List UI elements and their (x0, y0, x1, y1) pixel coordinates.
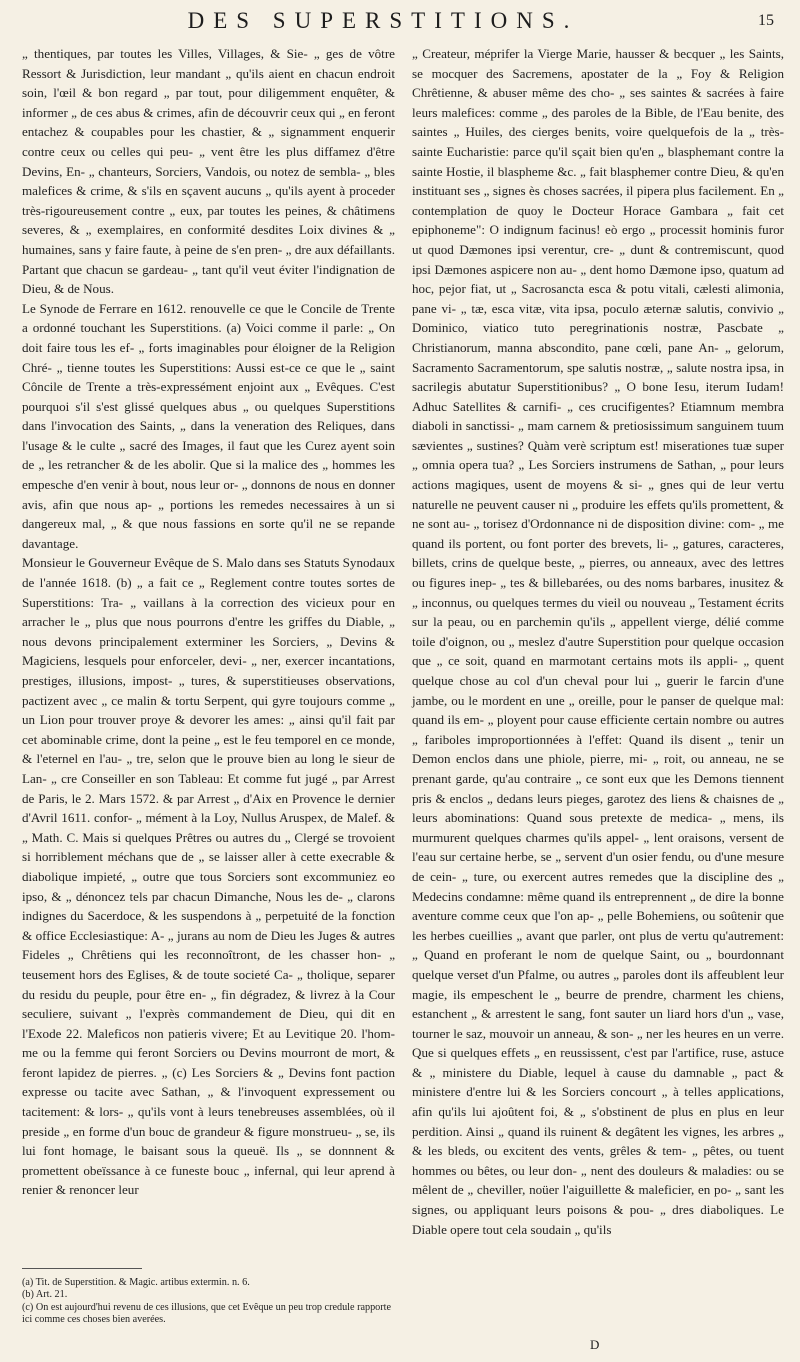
footnote: (a) Tit. de Superstition. & Magic. artibus extermin. n. 6. (22, 1277, 250, 1288)
paragraph: Monsieur le Gouverneur Evêque de S. Malo dans ses Statuts Synodaux de l'année 1618. (b) „ a fait ce „ Reglement contre toutes sortes de Superstitions: Tra- „ vaillans à la correction des vicieux pour en arracher le „ plus que nous pourrons d'entre les griffes du Diable, „ nous devons principalement exterminer les Sorciers, „ Devins & Magiciens, lesquels pour enforceler, devi- „ ner, exercer incantations, prestiges, illusions, impost- „ tures, & superstitieuses observations, pactizent avec „ ce malin & tortu Serpent, qui gyre toujours comme „ un Lion pour trouver proye & devorer les ames: „ ainsi qu'il fait par cet abominable crime, dont la peine „ est le feu temporel en ce monde, & l'eternel en l'au- „ tre, selon que le prouve bien au long le sieur de Lan- „ cre Conseiller en son Tableau: Et comme fut jugé „ par Arrest de Paris, le 2. Mars 1572. & par Arrest „ d'Aix en Provence le dernier d'Avril 1611. confor- „ mément à la Loy, Nullus Aruspex, de Malef. & „ Math. C. Mais si quelques Prêtres ou autres du „ Clergé se trovoient si horriblement méchans que de „ se laisser aller à cette execrable & diabolique impieté, „ outre que tous Sorciers sont excommuniez eo ipso, & „ dénoncez tels par chacun Dimanche, Nous les de- „ clarons indignes du Sacerdoce, & les suspendons à „ perpetuité de la fonction & office Ecclesiastique: A- „ jurans au nom de Dieu les Juges & autres Fideles „ Chrêtiens qui les reconnoîtront, de les chasser hon- „ teusement hors des Eglises, & de toute societé Ca- „ tholique, separer du residu du peuple, pour être en- „ fin dégradez, & livrez à la Cour seculiere, suivant „ l'exprès commandement de Dieu, qui dit en l'Exode 22. Maleficos non patieris vivere; Et au Levitique 20. l'hom- me ou la femme qui feront Sorciers ou Devins mourront de mort, & feront lapidez de pierres. „ (c) Les Sorciers & „ Devins font paction expresse ou tacite avec Sathan, „ & l'invoquent expressement ou tacitement: & lors- „ qu'ils vont à leurs tenebreuses assemblées, où il preside „ en forme d'un bouc de grandeur & figure monstrueu- „ se, ils lui font homage, le baisant sous la queuë. Ils „ se donnnent & promettent obeïssance à ce funeste bouc „ infernal, qui leur aprend à renier & renoncer leur (22, 555, 395, 1198)
right-column (412, 44, 784, 1239)
footnote-rule (22, 1268, 142, 1269)
left-column (22, 44, 395, 1200)
page-header (40, 8, 776, 38)
paragraph: „ Createur, méprifer la Vierge Marie, hausser & becquer „ les Saints, se mocquer des Sacremens, apostater de la „ Foy & Religion Chrêtienne, & abuser même des cho- „ ses saintes & sacrées à faire leurs malefices: comme „ des paroles de la Bible, de l'Eau benite, des saintes „ Huiles, des cierges benits, voire quelquefois de la „ très-sainte Eucharistie: parce qu'il sçait bien qu'en „ blasphemant contre la sainte Hostie, il blaspheme &c. „ fait blasphemer contre Dieu, & qu'en instituant ses „ signes ès choses sacrées, il pipera plus facilement. En „ contemplation de quoy le Docteur Horace Gambara „ fait cet epiphoneme": O indignum facinus! eò ergo „ processit hominis furor ut quod Dæmones ipsi verentur, cre- „ dunt & contremiscunt, quod ipsi Dæmones aspicere non au- „ dent homo Dæmone ipso, quatum ad hoc, pejor fiat, ut „ Sacrosancta esca & potu vitali, cælesti alimonia, pane vi- „ tæ, esca vitæ, vita ipsa, poculo æternæ salutis, convivio „ Dominico, viatico tuto peregrinationis nostræ, Pascbate „ Christianorum, manna abscondito, pane cœli, pane An- „ gelorum, Sacramento Sacramentorum, spe salutis nostræ, „ salute nostra ipsa, in sacrilegis abutatur Superstitionibus? „ O bone Iesu, iterum Iudam! Adhuc Satellites & carnifi- „ ces crucifigentes? Etiamnum membra diaboli in sanctissi- „ mam carnem & pretiosissimum sanguinem tuum sævientes „ sustines? Quàm verè scriptum est! miserationes tuæ super „ omnia opera tua? „ Les Sorciers instrumens de Sathan, „ pour leurs actions magiques, usent de moyens & si- „ gnes qui de leur vertu naturelle ne peuvent causer ni „ produire les effets qu'ils promettent, & ne sont au- „ torisez d'Ordonnance ni de disposition divine: com- „ me quand ils portent, ou font porter des brevets, li- „ gatures, caracteres, billets, crins de quelque beste, „ pierres, ou anneaux, avec des lettres ou figures inep- „ tes & billebarées, ou des noms barbares, inusitez & „ inconnus, ou quelques termes du vieil ou nouveau „ Testament écrits sur la peau, ou en parchemin qu'ils „ appellent vierge, délié comme toile d'oignon, ou „ meslez d'autre Superstition pour quelque occasion que „ ce soit, quand en marmotant certains mots ils appli- „ quent quelque chose au col d'un cheval pour lui „ guerir le farcin d'une jambe, ou le mordent en une „ oreille, pour le panser de quelque mal: quand ils em- „ ployent pour cause efficiente certain nombre ou autres „ fariboles improportionnées à l'effet: Quand ils disent „ tenir un Demon enclos dans une phiole, pierre, mi- „ roit, ou anneau, ne se prenant garde, qu'au contraire „ ce sont eux que les Demons tiennent pris & enclos „ dedans leurs pieges, garotez des liens & chaisnes de „ leurs abominations: Quand sous pretexte de medica- „ mens, ils murmurent quelques charmes qu'ils appel- „ lent oraisons, versent de l'eau sur certaine herbe, se „ servent d'un osier fendu, ou d'une mesure de cein- „ ture, ou exercent autres remedes que la discipline des „ Medecins condamne: même quand ils entreprennent „ de dire la bonne aventure comme ceux que l'on ap- „ pelle Bohemiens, ou soûtenir que les herbes cueillies „ avant que parler, ont plus de vertu qu'autrement: „ Quand en proferant le nom de quelque Saint, ou „ bourdonnant quelque verset d'un Pfalme, ou autres „ paroles dont ils affeublent leur magie, ils empeschent le „ beurre de prendre, charment les chiens, estanchent „ & arrestent le sang, font sauter un liard hors d'un „ vase, tourner le saz, mouvoir un anneau, & son- „ ner les heures en un verre. Que si quelques effets „ en reussissent, c'est par l'artifice, ruse, astuce & „ ministere du Diable, lequel à cause du damnable „ pact & ministere d'entre lui & les Sorciers concourt „ à telles applications, afin qu'ils lui ajoûtent foi, & „ s'obstinent de plus en plus en leur perdition. Ainsi „ quand ils ruinent & degâtent les vignes, les arbres „ & les bleds, ou excitent des vents, grêles & tem- „ pêtes, ou tuent hommes ou bêtes, ou leur don- „ nent des douleurs & maladies: ou se mêlent de „ cheviller, noüer l'aiguillette & maleficier, en po- „ sant les signes, ou appliquant leurs poisons & pou- „ dres diaboliques. Le Diable opere tout cela soudain „ qu'ils (412, 46, 784, 1237)
page-number: 15 (758, 12, 774, 29)
signature-mark: D (590, 1337, 600, 1352)
footnotes (22, 1268, 395, 1327)
footnote: (c) On est aujourd'hui revenu de ces illusions, que cet Evêque un peu trop credule rapporte ici comme ces choses bien averées. (22, 1301, 392, 1326)
footnote: (b) Art. 21. (22, 1289, 68, 1301)
running-head: DES SUPERSTITIONS. (187, 8, 579, 33)
paragraph: Le Synode de Ferrare en 1612. renouvelle ce que le Concile de Trente a ordonné touchant les Superstitions. (a) Voici comme il parle: „ On doit faire tous les ef- „ forts imaginables pour éloigner de la Religion Chré- „ tienne toutes les Superstitions: Aussi est-ce ce que le „ saint Côncile de Trente a très-expressément enjoint aux „ Evêques. C'est pourquoi s'il s'est glissé quelques abus „ ou quelques Superstitions dans l'invocation des Saints, „ dans la veneration des Reliques, dans l'usage & le culte „ sacré des Images, il faut que les Curez ayent soin de „ les retrancher & de les abolir. Que si la malice des „ hommes les empesche d'en venir à bout, nous leur or- „ donnons de nous en donner avis, afin que nous ap- „ portions les remedes necessaires à un si dangereux mal, „ & que nous fassions en sorte qu'il ne se repande davantage. (22, 300, 395, 551)
paragraph: „ thentiques, par toutes les Villes, Villages, & Sie- „ ges de vôtre Ressort & Jurisdiction, leur mandant „ qu'ils aient en chacun endroit soin, l'œil & bon regard „ par tout, pour diligemment enquêter, & informer „ de ces abus & crimes, afin de découvrir ceux qui „ en feront entachez & coupables pour les chastier, & „ signamment enquerir contre ceux ou celles qui peu- „ vent être les plus diffamez d'être Devins, En- „ chanteurs, Sorciers, Vandois, ou notez de sembla- „ bles malefices & crime, & s'ils en sçavent aucuns „ qu'ils ayent à proceder très-rigoureusement contre „ eux, par toutes les peines, & châtimens severes, & „ exemplaires, en conformité desdites Loix divines & „ humaines, sans y faire faute, à peine de s'en pren- „ dre aux défaillants. Partant que chacun se gardeau- „ tant qu'il veut éviter l'indignation de Dieu, & de Nous. (22, 46, 395, 297)
